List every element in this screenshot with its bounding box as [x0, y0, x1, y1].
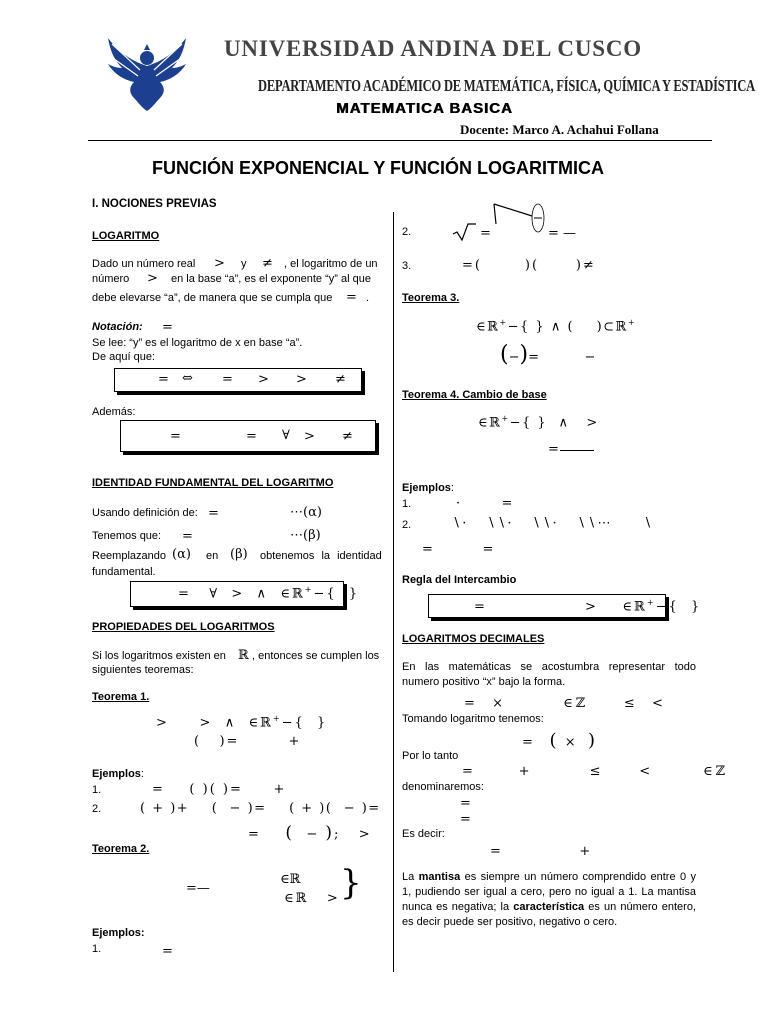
definition-line1b: , el logaritmo de un	[284, 258, 378, 270]
ejemplos1-label: Ejemplos:	[92, 768, 144, 780]
decimales-paragraph: En las matemáticas se acostumbra representar todo numero positivo “x” bajo la forma.	[402, 661, 696, 688]
eq-symbol: =	[162, 944, 173, 959]
fraction-bar	[560, 450, 594, 451]
decimales-heading: LOGARITMOS DECIMALES	[402, 633, 545, 645]
ejemplo2-result: = ( − ); >	[248, 823, 372, 843]
neq-symbol: ≠	[335, 372, 346, 387]
course-name: MATEMATICA BASICA	[336, 100, 513, 117]
y-letter: y	[241, 258, 247, 270]
column-divider	[393, 212, 394, 972]
teorema3-conditions: ∈ℝ+−{ } ∧ ( )⊂ℝ+	[476, 318, 637, 335]
eq-symbol: =	[222, 372, 233, 387]
regla-heading: Regla del Intercambio	[402, 574, 517, 586]
eq-symbol: =	[246, 429, 257, 444]
section-nociones: I. NOCIONES PREVIAS	[92, 198, 217, 210]
reals-symbol: ℝ	[238, 648, 249, 663]
item-number: 1.	[402, 498, 412, 510]
por-lo-tanto-text: Por lo tanto	[402, 750, 459, 762]
ejemplos2-label: Ejemplos:	[92, 927, 145, 939]
usando-text: Usando definición de:	[92, 507, 198, 519]
item-number: 2.	[402, 226, 412, 238]
definition-line2a: número	[92, 273, 130, 285]
item-number: 3.	[402, 260, 412, 272]
ademas-text: Además:	[92, 406, 136, 418]
ejemplos-label: Ejemplos:	[402, 482, 454, 494]
neq-symbol: ≠	[262, 256, 273, 271]
arrow-annotation	[492, 200, 552, 236]
department-name: DEPARTAMENTO ACADÉMICO DE MATEMÁTICA, FÍSICA, QUÍMICA Y ESTADÍSTICA	[258, 76, 755, 95]
definition-line2b: en la base “a”, es el exponente “y” al que	[171, 273, 371, 285]
eq-symbol: =	[162, 320, 173, 335]
example2-chain: ∖· ∖∖· ∖∖· ∖∖⋯ ∖	[452, 516, 654, 531]
de-aqui-text: De aquí que:	[92, 351, 155, 363]
eq-symbol: =	[480, 226, 491, 241]
eq-symbol: =	[208, 506, 219, 521]
propiedades-heading: PROPIEDADES DEL LOGARITMOS	[92, 621, 275, 633]
en-text: en	[206, 550, 219, 562]
identity-formula: = ∀ > ∧ ∈ℝ+−{ }	[178, 585, 360, 602]
tomando-formula: = ( × )	[522, 730, 596, 751]
alpha-tag: ⋯(α)	[290, 505, 322, 520]
item-number: 2.	[402, 519, 412, 531]
eq-symbol: =	[460, 796, 471, 811]
fundamental-text: fundamental.	[92, 566, 156, 578]
logaritmo-heading: LOGARITMO	[92, 230, 160, 242]
eq-symbol: =	[460, 812, 471, 827]
teorema2-cond2: ∈ℝ >	[284, 891, 340, 906]
sqrt-symbol	[452, 222, 476, 242]
teorema4-conditions: ∈ℝ+−{ } ∧ >	[478, 414, 599, 431]
si-los-text-2: siguientes teoremas:	[92, 664, 194, 676]
teorema4-heading: Teorema 4. Cambio de base	[402, 389, 547, 401]
forall-symbol: ∀	[282, 428, 290, 443]
notacion-label: Notación:	[92, 321, 143, 333]
se-lee-text: Se lee: “y” es el logaritmo de x en base “a”.	[92, 337, 303, 349]
identidad-heading: IDENTIDAD FUNDAMENTAL DEL LOGARITMO	[92, 477, 334, 489]
brace-symbol: }	[340, 863, 362, 903]
por-lo-tanto-formula: = + ≤ < ∈ℤ	[462, 764, 729, 779]
eq-symbol: =	[182, 529, 193, 544]
example1-formula: · =	[456, 496, 513, 511]
gt-symbol: >	[304, 429, 315, 444]
teorema1-formula: ( )= +	[194, 734, 302, 749]
definition-line1: Dado un número real	[92, 258, 196, 270]
definition-line3: debe elevarse “a”, de manera que se cumpla que	[92, 292, 333, 304]
formula-box-1	[114, 368, 362, 392]
si-los-text: Si los logaritmos existen en	[92, 650, 226, 662]
mantisa-paragraph: La mantisa es siempre un número comprendido entre 0 y 1, pudiendo ser igual a cero, pero no igual a 1. La mantisa nunca es negativa; la característica es un número entero, es decir puede ser positivo, negativo o cero.	[402, 871, 696, 928]
example2-result: = =	[422, 542, 494, 557]
item-number: 1.	[92, 943, 102, 955]
es-decir-formula: = +	[490, 844, 591, 859]
item-number: 2.	[92, 803, 102, 815]
beta-tag: ⋯(β)	[290, 528, 321, 543]
reemplazando-text: Reemplazando	[92, 550, 166, 562]
gt-symbol: >	[147, 271, 158, 286]
header-rule	[88, 140, 712, 141]
teorema3-heading: Teorema 3.	[402, 292, 460, 304]
gt-symbol: >	[258, 372, 269, 387]
teacher-name: Docente: Marco A. Achahui Follana	[460, 122, 659, 137]
teorema3-formula: (−)= −	[500, 342, 596, 367]
teorema1-conditions: > > ∧ ∈ℝ+−{ }	[156, 714, 328, 731]
teorema2-cond1: ∈ℝ	[280, 872, 301, 887]
ejemplo2-formula: ( + )+ ( − )= ( + )( − )=	[140, 801, 381, 816]
neq-symbol: ≠	[342, 429, 353, 444]
tenemos-text: Tenemos que:	[92, 530, 162, 542]
item3-formula: =( )( )≠	[462, 258, 596, 273]
sqrt-result: = —	[548, 226, 577, 241]
es-decir-text: Es decir:	[402, 828, 445, 840]
eq-symbol: =	[346, 290, 357, 305]
university-name: UNIVERSIDAD ANDINA DEL CUSCO	[224, 36, 642, 61]
ejemplo1-formula: = ( )( )= +	[152, 782, 287, 797]
teorema2-heading: Teorema 2.	[92, 843, 150, 855]
si-los-text-b: , entonces se cumplen los	[252, 650, 380, 662]
tomando-text: Tomando logaritmo tenemos:	[402, 713, 544, 725]
gt-symbol: >	[214, 256, 225, 271]
teorema4-formula: =	[548, 442, 559, 457]
decimal-form: = × ∈ℤ ≤ <	[464, 696, 666, 711]
university-logo	[104, 36, 190, 112]
beta-ref: (β)	[230, 547, 248, 562]
eq-symbol: =	[158, 372, 169, 387]
denominaremos-text: denominaremos:	[402, 781, 484, 793]
teorema2-formula: =—	[186, 881, 210, 896]
iff-symbol: ⇔	[182, 371, 193, 386]
item-number: 1.	[92, 784, 102, 796]
gt-symbol: >	[296, 372, 307, 387]
obtenemos-text: obtenemos la identidad	[260, 550, 382, 562]
period: .	[366, 292, 370, 304]
page-title: FUNCIÓN EXPONENCIAL Y FUNCIÓN LOGARITMICA	[152, 158, 605, 178]
regla-formula: = > ∈ℝ+−{ }	[474, 598, 702, 615]
alpha-ref: (α)	[172, 547, 191, 562]
eq-symbol: =	[170, 429, 181, 444]
teorema1-heading: Teorema 1.	[92, 691, 150, 703]
